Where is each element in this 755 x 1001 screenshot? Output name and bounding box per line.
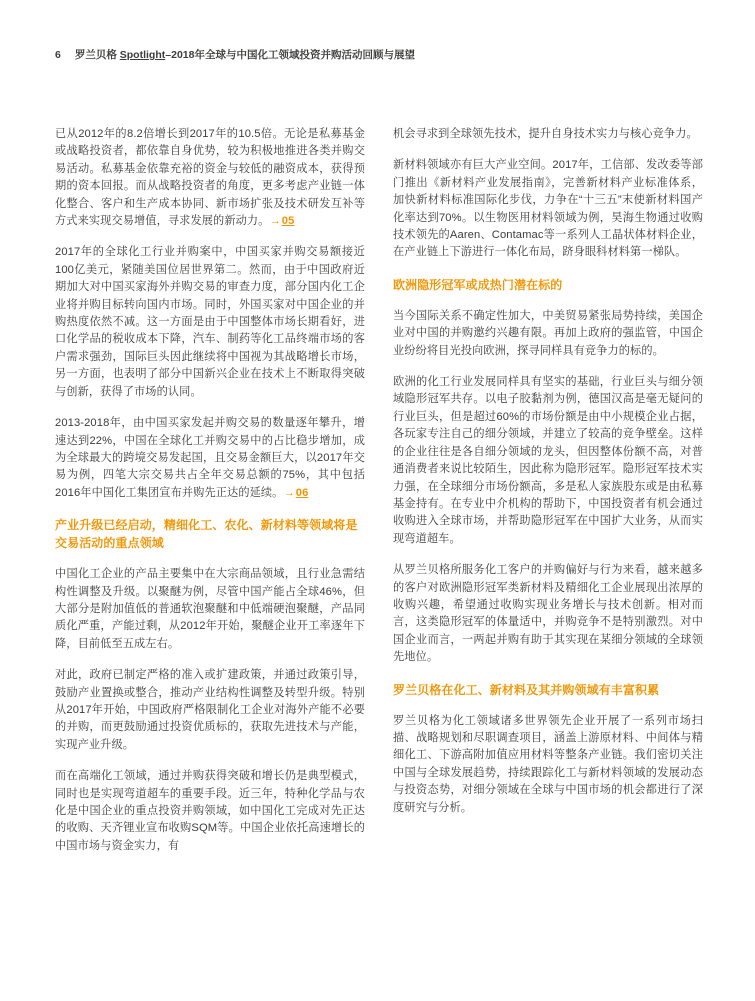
cross-reference-number: 06 <box>295 486 309 499</box>
page-number: 6 <box>55 49 61 61</box>
section-heading: 欧洲隐形冠军或成热门潜在标的 <box>393 277 563 292</box>
left-column <box>55 126 365 855</box>
brand-name: 罗兰贝格 <box>74 49 117 61</box>
body-columns <box>55 126 703 855</box>
paragraph-text: 已从2012年的8.2倍增长到2017年的10.5倍。无论是私募基金或战略投资者，都依靠自身优势，较为积极地推进各类并购交易活动。私募基金依靠充裕的资金与较低的融资成本，获得预期的资本回报。而从战略投资者的角度，更多考虑产业链一体化整合、客户和生产成本协同、新市场扩张及技术研发互补等方式来实现交易增值，寻求发展的新动力。 <box>55 128 365 228</box>
paragraph: 机会寻求到全球领先技术，提升自身技术实力与核心竞争力。 <box>393 128 698 140</box>
paragraph: 中国化工企业的产品主要集中在大宗商品领域，且行业急需结构性调整及升级。以聚醚为例，尽管中国产能占全球46%，但大部分是附加值低的普通软泡聚醚和中低端硬泡聚醚，产品同质化严重，产能过剩，从2012年开始，聚醚企业开工率逐年下降，目前低至五成左右。 <box>55 568 365 650</box>
arrow-icon: → <box>269 215 281 228</box>
arrow-icon: → <box>283 486 295 499</box>
paragraph: 从罗兰贝格所服务化工客户的并购偏好与行为来看，越来越多的客户对欧洲隐形冠军类新材料及精细化工企业展现出浓厚的收购兴趣，希望通过收购实现业务增长与技术创新。相对而言，这类隐形冠军的体量适中，并购竞争不是特别激烈。对中国企业而言，一两起并购有助于其实现在某细分领域的全球领先地位。 <box>393 564 703 664</box>
section-heading: 罗兰贝格在化工、新材料及其并购领域有丰富积累 <box>393 682 660 697</box>
paragraph: 罗兰贝格为化工领域诸多世界领先企业开展了一系列市场扫描、战略规划和尽职调查项目，涵盖上游原材料、中间体与精细化工、下游高附加值应用材料等整条产业链。我们密切关注中国与全球发展趋势，持续跟踪化工与新材料领域的发展动态与投资态势，对细分领域在全球与中国市场的机会都进行了深度研究与分析。 <box>393 714 703 814</box>
paragraph: 而在高端化工领域，通过并购获得突破和增长仍是典型模式，同时也是实现弯道超车的重要手段。近三年，特种化学品与农化是中国企业的重点投资并购领域，如中国化工完成对先正达的收购、天齐锂业宣布收购SQM等。中国企业依托高速增长的中国市场与资金实力，有 <box>55 770 365 852</box>
paragraph: 2017年的全球化工行业并购案中，中国买家并购交易额接近100亿美元，紧随美国位居世界第二。然而，由于中国政府近期加大对中国买家海外并购交易的审查力度，部分国内化工企业将并购目标转向国内市场。同时，外国买家对中国企业的并购热度依然不减。这一方面是由于中国整体市场长期看好，进口化学品的税收成本下降，汽车、制药等化工品终端市场的客户需求强劲，国际巨头因此继续将中国视为其战略增长市场，另一方面，也表明了部分中国新兴企业在技术上不断取得突破与创新，获得了市场的认同。 <box>55 246 365 398</box>
paragraph <box>55 415 365 502</box>
paragraph: 对此，政府已制定严格的准入或扩建政策，并通过政策引导，鼓励产业置换或整合，推动产业结构性调整及转型升级。特别从2017年开始，中国政府严格限制化工企业对海外产能不必要的并购，而更鼓励通过投资优质标的，获取先进技术与产能，实现产业升级。 <box>55 669 365 751</box>
section-heading: 产业升级已经启动，精细化工、农化、新材料等领域将是交易活动的重点领域 <box>55 518 358 551</box>
paragraph: 当今国际关系不确定性加大，中美贸易紧张局势持续，美国企业对中国的并购邀约兴趣有限。再加上政府的强监管，中国企业纷纷将目光投向欧洲，探寻同样具有竞争力的标的。 <box>393 309 703 357</box>
paragraph: 欧洲的化工行业发展同样具有坚实的基础，行业巨头与细分领域隐形冠军共存。以电子胶黏剂为例，德国汉高是毫无疑问的行业巨头，但是超过60%的市场份额是由中小规模企业占据，各玩家专注自己的细分领域，并建立了较高的竞争壁垒。这样的企业往往是各自细分领域的龙头，但因整体份额不高，对普通消费者来说比较陌生，因此称为隐形冠军。隐形冠军技术实力强，在全球细分市场份额高，多是私人家族股东或是由私募基金持有。在专业中介机构的帮助下，中国投资者有机会通过收购进入全球市场，并帮助隐形冠军在中国扩大业务，从而实现弯道超车。 <box>393 376 703 545</box>
paragraph-text: 2013-2018年，由中国买家发起并购交易的数量逐年攀升，增速达到22%，中国在全球化工并购交易中的占比稳步增加，成为全球最大的跨境交易发起国，且交易金额巨大，以2017年交易为例，四笔大宗交易共占全年交易总额的75%，其中包括2016年中国化工集团宣布并购先正达的延续。 <box>55 417 365 499</box>
cross-reference-number: 05 <box>281 215 295 228</box>
running-header <box>55 48 705 62</box>
right-column <box>393 126 703 855</box>
publication-name: Spotlight <box>119 49 166 61</box>
cross-reference-06[interactable] <box>283 487 308 499</box>
paragraph <box>55 126 365 230</box>
header-title: –2018年全球与中国化工领域投资并购活动回顾与展望 <box>165 49 415 61</box>
paragraph: 新材料领域亦有巨大产业空间。2017年，工信部、发改委等部门推出《新材料产业发展指南》，完善新材料产业标准体系，加快新材料标准国际化步伐，力争在“十三五”末使新材料国产化率达到70%。以生物医用材料领域为例，昊海生物通过收购技术领先的Aaren、Contamac等一系列人工晶状体材料企业，在产业链上下游进行一体化布局，跻身眼科材料第一梯队。 <box>393 159 703 259</box>
cross-reference-05[interactable] <box>269 215 294 227</box>
